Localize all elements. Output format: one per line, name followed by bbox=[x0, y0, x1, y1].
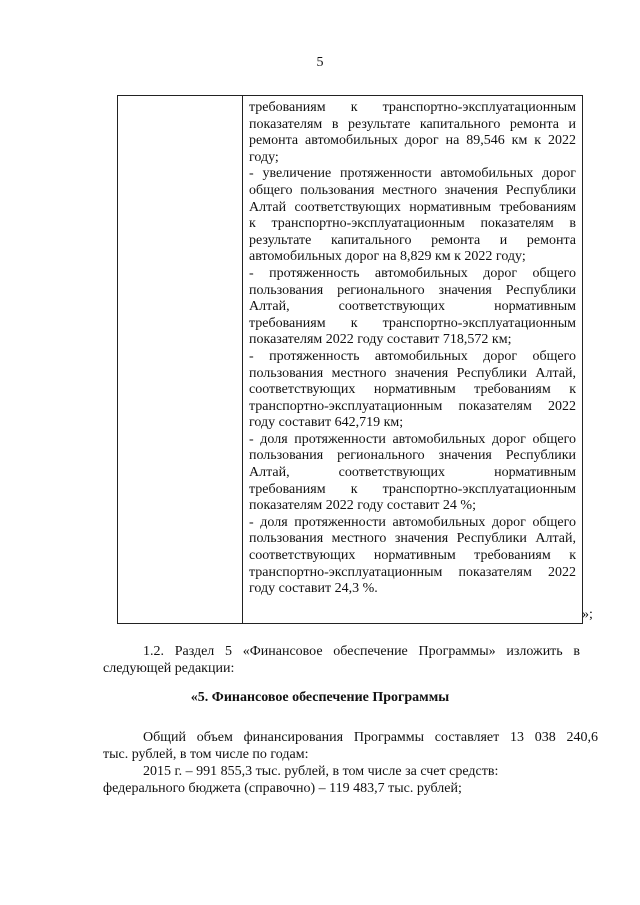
table-line: соответствующих нормативным требованиям к bbox=[249, 548, 576, 564]
table-right-cell bbox=[243, 96, 582, 623]
table-line: транспортно-эксплуатационным показателям 2022 bbox=[249, 564, 576, 580]
table-line: году составит 642,719 км; bbox=[249, 415, 404, 431]
section-heading: «5. Финансовое обеспечение Программы bbox=[190, 690, 450, 705]
table-line: показателям в результате капитального ремонта и bbox=[249, 116, 576, 132]
financing-line-1: Общий объем финансирования Программы составляет 13 038 240,6 bbox=[143, 730, 598, 745]
page-number: 5 bbox=[316, 55, 324, 70]
table-line: - увеличение протяженности автомобильных дорог bbox=[249, 166, 576, 182]
table-line: результате капитального ремонта и ремонта bbox=[249, 232, 576, 248]
table-line: пользования местного значения Республики Алтай, bbox=[249, 531, 576, 547]
table-line: Алтай соответствующих нормативным требованиям bbox=[249, 199, 576, 215]
table-line: Алтай, соответствующих нормативным bbox=[249, 465, 576, 481]
financing-line-2: тыс. рублей, в том числе по годам: bbox=[103, 747, 309, 762]
table-line: показателям 2022 году составит 24 %; bbox=[249, 498, 476, 514]
paragraph-1-2-line-1: 1.2. Раздел 5 «Финансовое обеспечение Программы» изложить в bbox=[143, 644, 580, 659]
financing-line-3: 2015 г. – 991 855,3 тыс. рублей, в том числе за счет средств: bbox=[143, 764, 499, 779]
table-line: требованиям к транспортно-эксплуатационным bbox=[249, 481, 576, 497]
closing-quote: »; bbox=[582, 607, 593, 622]
table-line: Алтай, соответствующих нормативным bbox=[249, 299, 576, 315]
table-line: году составит 24,3 %. bbox=[249, 581, 378, 597]
table-line: общего пользования местного значения Республики bbox=[249, 182, 576, 198]
table-line: автомобильных дорог на 8,829 км к 2022 году; bbox=[249, 249, 526, 265]
table-line: соответствующих нормативным требованиям к bbox=[249, 382, 576, 398]
table-line: - доля протяженности автомобильных дорог общего bbox=[249, 431, 576, 447]
table-left-cell bbox=[118, 96, 243, 623]
table-line: транспортно-эксплуатационным показателям 2022 bbox=[249, 398, 576, 414]
financing-line-4: федерального бюджета (справочно) – 119 483,7 тыс. рублей; bbox=[103, 781, 462, 796]
table-line: пользования местного значения Республики Алтай, bbox=[249, 365, 576, 381]
table-line: - протяженность автомобильных дорог общего bbox=[249, 265, 576, 281]
table-line: - доля протяженности автомобильных дорог общего bbox=[249, 514, 576, 530]
table-line: пользования регионального значения Республики bbox=[249, 282, 576, 298]
indicators-table bbox=[117, 95, 583, 624]
table-line: пользования регионального значения Республики bbox=[249, 448, 576, 464]
table-line: требованиям к транспортно-эксплуатационным bbox=[249, 100, 576, 115]
table-line: ремонта автомобильных дорог на 89,546 км к 2022 bbox=[249, 133, 576, 149]
table-line: к транспортно-эксплуатационным показателям в bbox=[249, 216, 576, 232]
table-line: показателям 2022 году составит 718,572 км; bbox=[249, 332, 512, 348]
paragraph-1-2-line-2: следующей редакции: bbox=[103, 661, 235, 676]
table-line: - протяженность автомобильных дорог общего bbox=[249, 348, 576, 364]
table-line: требованиям к транспортно-эксплуатационным bbox=[249, 315, 576, 331]
table-line: году; bbox=[249, 149, 279, 165]
